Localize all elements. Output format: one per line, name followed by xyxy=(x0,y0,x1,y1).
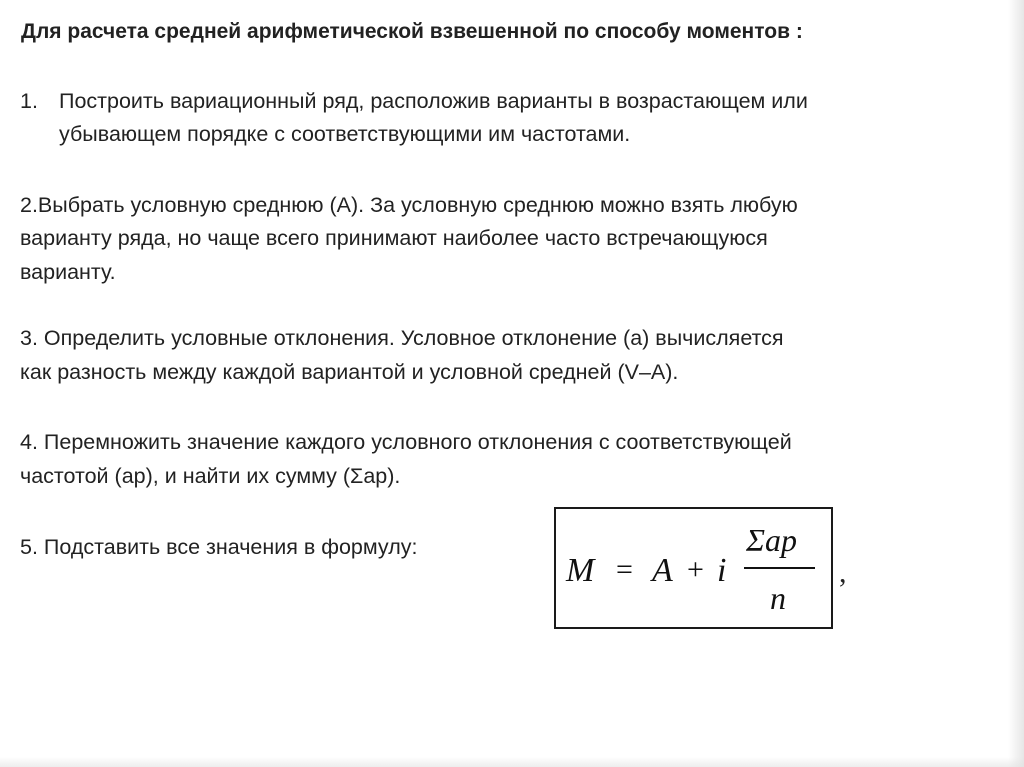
formula-numerator: Σap xyxy=(746,522,798,558)
step4-line1: 4. Перемножить значение каждого условного отклонения с соответствующей xyxy=(20,430,792,454)
step1-line2: убывающем порядке с соответствующими им частотами. xyxy=(59,122,631,146)
step1-line1: Построить вариационный ряд, расположив варианты в возрастающем или xyxy=(59,89,808,113)
formula-image xyxy=(556,509,831,627)
step5-line1: 5. Подставить все значения в формулу: xyxy=(20,535,418,559)
formula-term-a: A xyxy=(652,552,673,589)
formula-box xyxy=(554,507,833,629)
formula-trailing-comma: , xyxy=(839,556,847,589)
step3-line1: 3. Определить условные отклонения. Условное отклонение (а) вычисляется xyxy=(20,326,784,350)
slide-bottom-shadow xyxy=(0,757,1024,767)
step3-line2: как разность между каждой вариантой и условной средней (V–A). xyxy=(20,360,679,384)
step1-number: 1. xyxy=(20,89,38,113)
formula-equals: = xyxy=(616,553,633,586)
step2-line3: варианту. xyxy=(20,260,116,284)
formula-denominator: n xyxy=(770,580,786,616)
step4-line2: частотой (ар), и найти их сумму (Σар). xyxy=(20,464,401,488)
slide-edge-shadow xyxy=(1008,0,1024,767)
formula-plus: + xyxy=(687,553,704,586)
step2-line2: варианту ряда, но чаще всего принимают наиболее часто встречающуюся xyxy=(20,226,768,250)
formula-lhs: M xyxy=(566,552,595,589)
formula-coef: i xyxy=(717,552,727,589)
step2-line1: 2.Выбрать условную среднюю (А). За условную среднюю можно взять любую xyxy=(20,193,798,217)
slide-title: Для расчета средней арифметической взвешенной по способу моментов : xyxy=(21,20,803,43)
